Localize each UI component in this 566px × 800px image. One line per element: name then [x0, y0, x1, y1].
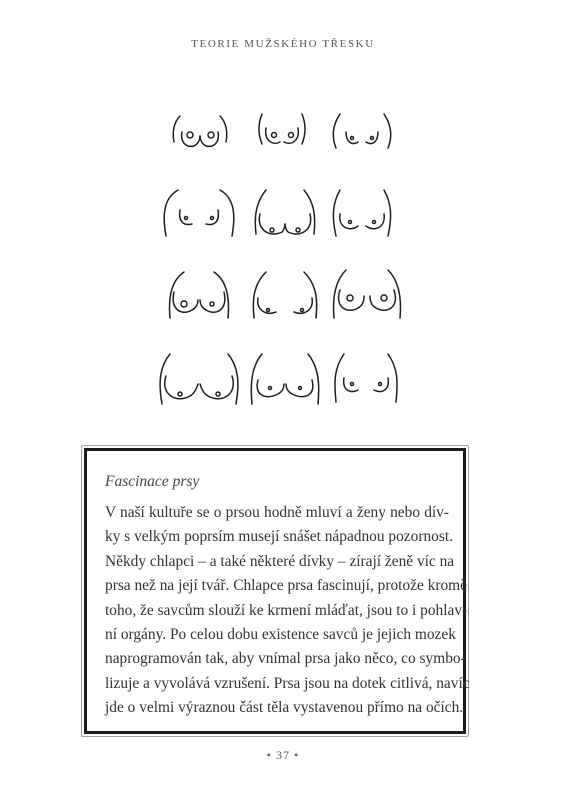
- torso-sketch-10: [160, 354, 238, 404]
- torso-sketches: [150, 102, 418, 422]
- page-number: • 37 •: [266, 748, 300, 762]
- torso-sketch-11: [251, 354, 318, 404]
- box-line: naprogramován tak, aby vnímal prsa jako něco, co symbo-: [105, 650, 466, 668]
- torso-sketch-4: [164, 190, 234, 236]
- box-line: V naší kultuře se o prsou hodně mluví a ženy nebo dív-: [105, 504, 449, 521]
- torso-sketch-12: [335, 354, 397, 402]
- box-line: toho, že savcům slouží ke krmení mláďat, jsou to i pohlav-: [105, 601, 468, 619]
- box-line: ky s velkým poprsím musejí snášet nápadnou pozornost.: [105, 528, 453, 546]
- torso-sketch-7: [170, 272, 229, 318]
- running-head: TEORIE MUŽSKÉHO TŘESKU: [191, 38, 375, 50]
- torso-sketch-2: [259, 114, 305, 144]
- box-line: lizuje a vyvolává vzrušení. Prsa jsou na dotek citlivá, navíc: [105, 674, 470, 692]
- torso-illustration-grid: [150, 102, 418, 422]
- box-line: jde o velmi výraznou část těla vystavenou přímo na očích.: [105, 699, 464, 717]
- torso-sketch-1: [173, 116, 227, 146]
- box-line: prsa než na její tvář. Chlapce prsa fascinují, protože kromě: [105, 577, 467, 595]
- sidebar-box: [84, 448, 470, 734]
- torso-sketch-3: [333, 114, 390, 148]
- torso-sketch-9: [334, 270, 401, 318]
- torso-sketch-8: [253, 272, 316, 318]
- torso-sketch-5: [255, 190, 314, 234]
- torso-sketch-6: [333, 190, 390, 236]
- box-title: Fascinace prsy: [105, 473, 200, 490]
- box-line: Někdy chlapci – a také některé dívky – zírají ženě víc na: [105, 552, 455, 570]
- box-body: [105, 501, 470, 721]
- box-line: ní orgány. Po celou dobu existence savců je jejich mozek: [105, 626, 456, 644]
